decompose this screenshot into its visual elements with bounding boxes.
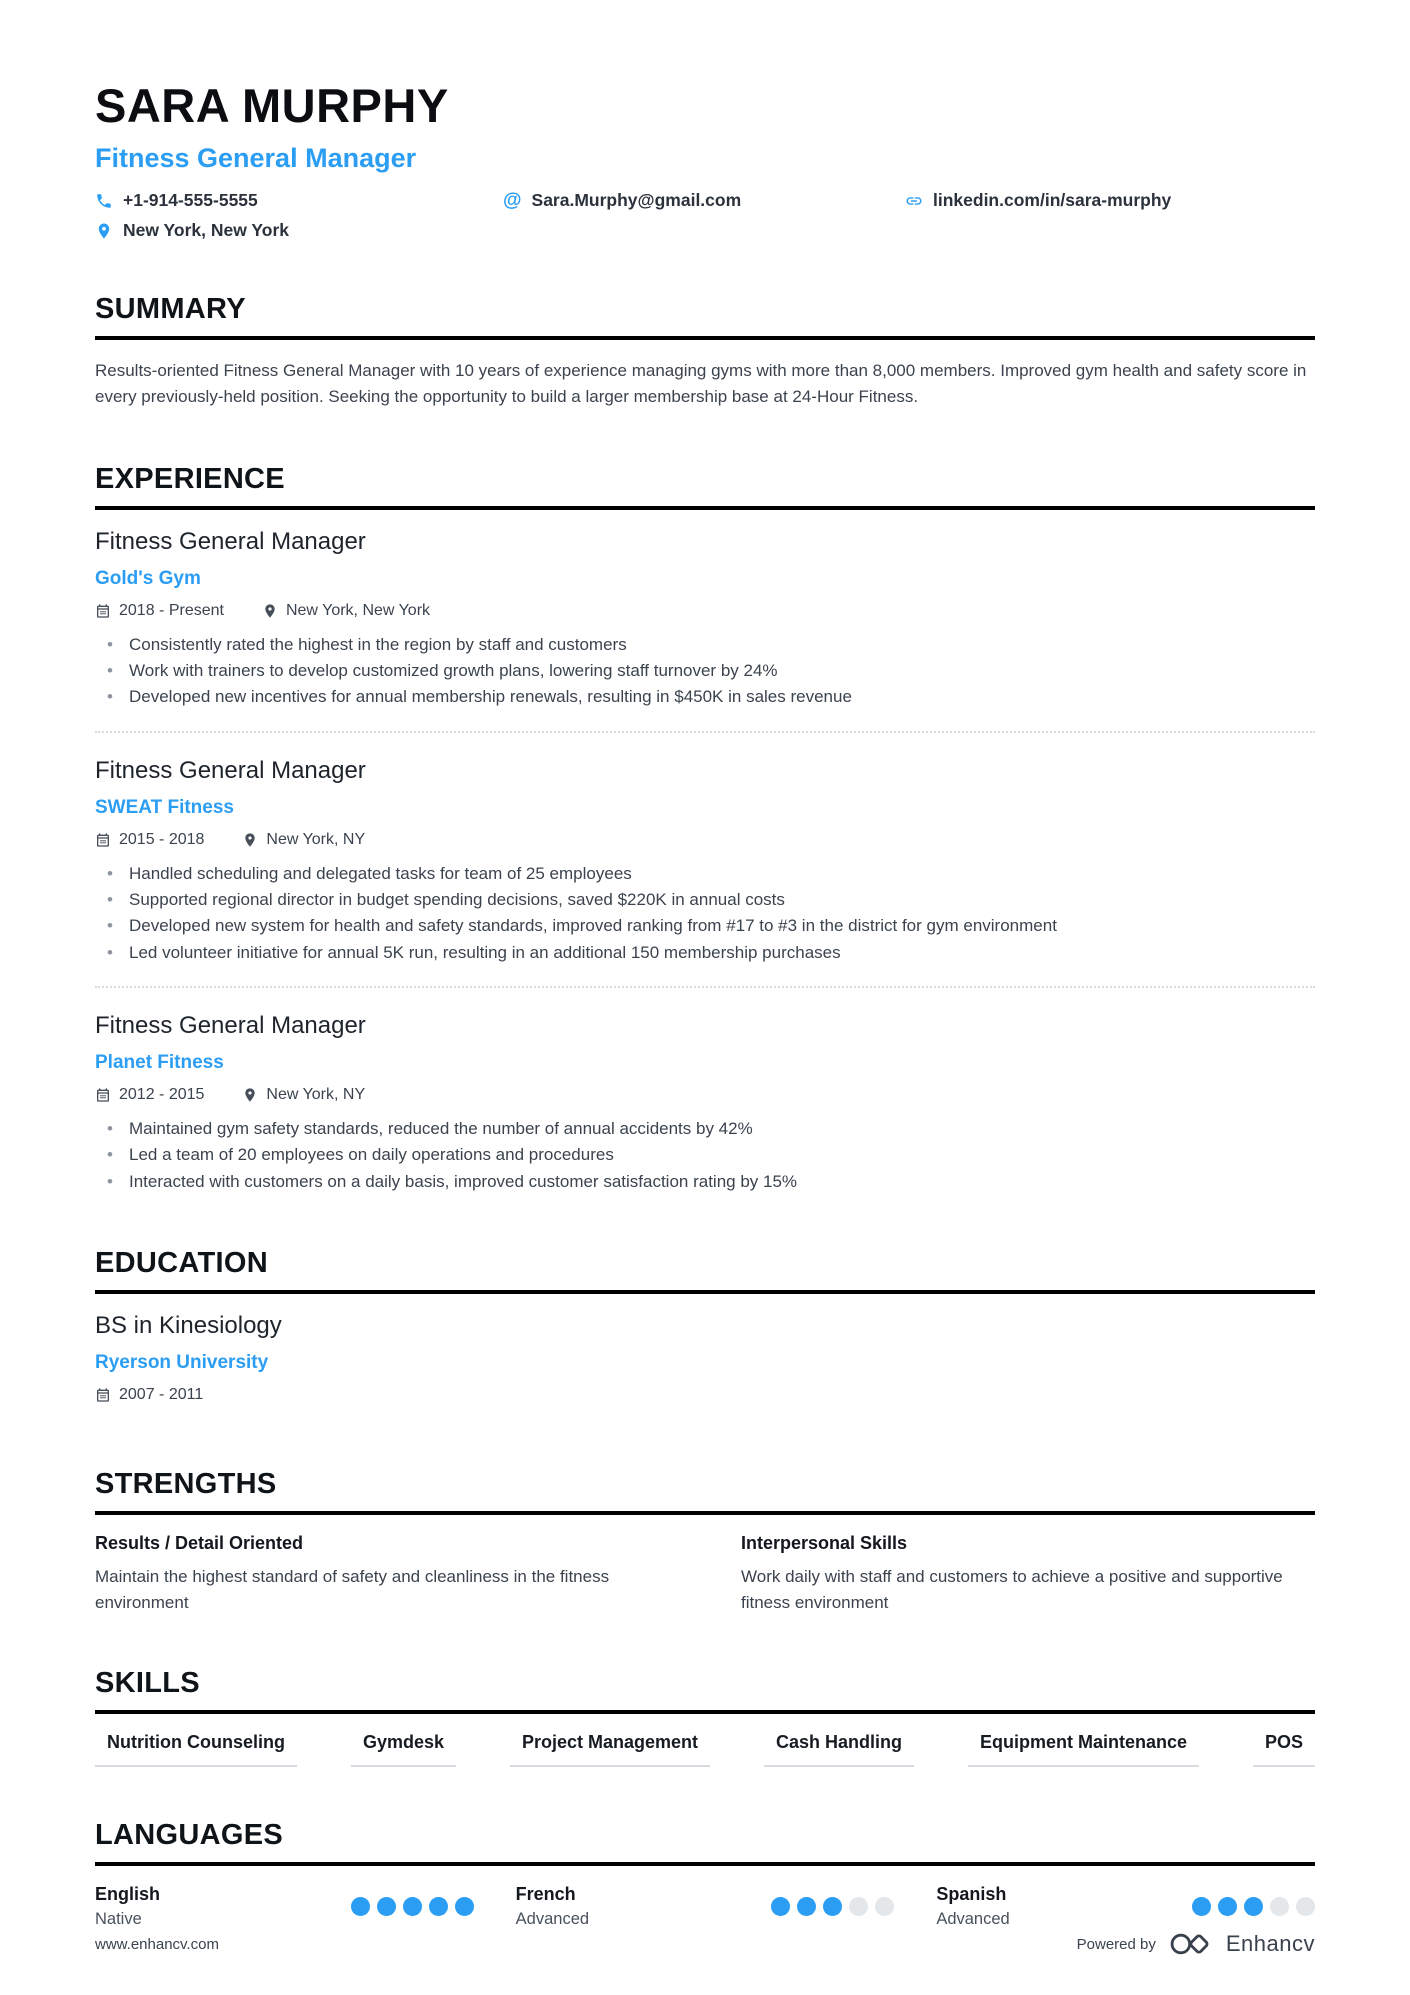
strength-item xyxy=(741,1533,1315,1615)
powered-by xyxy=(1077,1929,1315,1959)
person-job-title: Fitness General Manager xyxy=(95,143,417,173)
calendar-icon xyxy=(95,603,111,619)
rating-dot xyxy=(455,1897,474,1916)
bullet-item: • Supported regional director in budget spending decisions, saved $220K in annual costs xyxy=(95,887,1315,913)
bullet-item: • Developed new system for health and safety standards, improved ranking from #17 to #3 in the district for gym environment xyxy=(95,913,1315,939)
job-meta xyxy=(95,1086,1315,1104)
education-heading: EDUCATION xyxy=(95,1247,1315,1294)
job-location: New York, New York xyxy=(285,601,431,619)
job-bullets xyxy=(95,1116,1315,1195)
skill-item: Gymdesk xyxy=(351,1732,456,1767)
experience-heading: EXPERIENCE xyxy=(95,463,1315,510)
page-footer xyxy=(95,1929,1315,1959)
rating-dot xyxy=(351,1897,370,1916)
education-dates-item xyxy=(95,1386,203,1404)
rating-dot xyxy=(849,1897,868,1916)
phone-icon xyxy=(95,192,113,210)
job-location-item xyxy=(242,831,365,849)
job-dates: 2015 - 2018 xyxy=(119,830,205,848)
section-languages xyxy=(95,1819,1315,1929)
summary-heading: SUMMARY xyxy=(95,293,1315,340)
language-info xyxy=(936,1884,1009,1929)
enhancv-logo-icon xyxy=(1169,1929,1213,1959)
rating-dot xyxy=(429,1897,448,1916)
skill-item: Project Management xyxy=(510,1732,710,1767)
degree-title: BS in Kinesiology xyxy=(95,1312,282,1340)
section-summary xyxy=(95,293,1315,411)
contact-location xyxy=(95,220,503,241)
bullet-item: • Handled scheduling and delegated tasks for team of 25 employees xyxy=(95,861,1315,887)
education-dates: 2007 - 2011 xyxy=(119,1386,204,1404)
skill-item: Nutrition Counseling xyxy=(95,1732,297,1767)
rating-dot xyxy=(823,1897,842,1916)
rating-dot xyxy=(1192,1897,1211,1916)
contact-linkedin[interactable] xyxy=(905,190,1315,211)
languages-heading: LANGUAGES xyxy=(95,1819,1315,1866)
calendar-icon xyxy=(95,1387,111,1403)
job-dates-item xyxy=(95,602,224,620)
pin-icon xyxy=(242,832,258,848)
contact-list xyxy=(95,190,1315,241)
summary-text: Results-oriented Fitness General Manager with 10 years of experience managing gyms with more than 8,000 members. Improved gym health and safety score in every previously-held position. Seeking the opportunity to build a larger membership base at 24-Hour Fitness. xyxy=(95,361,1307,407)
school-name: Ryerson University xyxy=(95,1352,269,1374)
bullet-item: • Led volunteer initiative for annual 5K run, resulting in an additional 150 membership purchases xyxy=(95,940,1315,966)
experience-entry xyxy=(95,757,1315,966)
rating-dot xyxy=(797,1897,816,1916)
bullet-item: • Work with trainers to develop customized growth plans, lowering staff turnover by 24% xyxy=(95,658,1315,684)
job-bullets xyxy=(95,861,1315,966)
rating-dot xyxy=(1218,1897,1237,1916)
job-location-item xyxy=(242,1086,365,1104)
powered-by-label: Powered by xyxy=(1076,1935,1156,1953)
job-dates: 2012 - 2015 xyxy=(119,1086,205,1104)
rating-dot xyxy=(1244,1897,1263,1916)
job-meta xyxy=(95,831,1315,849)
language-level: Advanced xyxy=(515,1910,590,1929)
language-info xyxy=(516,1884,589,1929)
language-level: Advanced xyxy=(936,1910,1010,1929)
skill-item: Cash Handling xyxy=(764,1732,914,1767)
job-title: Fitness General Manager xyxy=(95,527,366,555)
entry-divider xyxy=(95,731,1315,733)
contact-linkedin-text: linkedin.com/in/sara-murphy xyxy=(933,190,1172,210)
rating-dot xyxy=(403,1897,422,1916)
job-location: New York, NY xyxy=(266,830,366,848)
language-item xyxy=(95,1884,474,1929)
skill-item: POS xyxy=(1253,1732,1315,1767)
strengths-list xyxy=(95,1533,1315,1615)
language-rating xyxy=(1192,1897,1315,1916)
strength-item xyxy=(95,1533,669,1615)
job-title: Fitness General Manager xyxy=(95,756,366,784)
link-icon xyxy=(905,192,923,210)
pin-icon xyxy=(242,1087,258,1103)
bullet-item: • Maintained gym safety standards, reduced the number of annual accidents by 42% xyxy=(95,1116,1315,1142)
language-rating xyxy=(351,1897,474,1916)
strengths-heading: STRENGTHS xyxy=(95,1468,1315,1515)
skill-item: Equipment Maintenance xyxy=(968,1732,1199,1767)
rating-dot xyxy=(1270,1897,1289,1916)
calendar-icon xyxy=(95,832,111,848)
contact-phone-text: +1-914-555-5555 xyxy=(123,190,258,210)
skills-list xyxy=(95,1732,1315,1767)
job-dates: 2018 - Present xyxy=(119,601,224,619)
company-name[interactable]: SWEAT Fitness xyxy=(95,796,234,818)
job-location: New York, NY xyxy=(266,1086,366,1104)
company-name[interactable]: Gold's Gym xyxy=(95,567,201,589)
experience-list xyxy=(95,528,1315,1195)
section-experience xyxy=(95,463,1315,1195)
resume-header xyxy=(95,78,1315,241)
languages-list xyxy=(95,1884,1315,1929)
rating-dot xyxy=(771,1897,790,1916)
job-meta xyxy=(95,602,1315,620)
strength-title: Results / Detail Oriented xyxy=(95,1533,304,1554)
at-icon: @ xyxy=(503,190,522,211)
bullet-item: • Interacted with customers on a daily basis, improved customer satisfaction rating by 15% xyxy=(95,1169,1315,1195)
person-name: SARA MURPHY xyxy=(95,79,449,132)
brand-name: Enhancv xyxy=(1225,1931,1315,1957)
company-name[interactable]: Planet Fitness xyxy=(95,1052,224,1074)
skills-heading: SKILLS xyxy=(95,1667,1315,1714)
job-dates-item xyxy=(95,831,204,849)
contact-email[interactable] xyxy=(503,190,905,211)
calendar-icon xyxy=(95,1087,111,1103)
section-skills xyxy=(95,1667,1315,1767)
footer-site-link[interactable]: www.enhancv.com xyxy=(95,1935,219,1953)
section-strengths xyxy=(95,1468,1315,1615)
section-education xyxy=(95,1247,1315,1416)
job-bullets xyxy=(95,632,1315,711)
job-location-item xyxy=(262,602,430,620)
strength-text: Work daily with staff and customers to achieve a positive and supportive fitness environment xyxy=(741,1567,1283,1612)
pin-icon xyxy=(262,603,278,619)
rating-dot xyxy=(875,1897,894,1916)
job-dates-item xyxy=(95,1086,204,1104)
strength-text: Maintain the highest standard of safety and cleanliness in the fitness environment xyxy=(95,1567,610,1612)
contact-location-text: New York, New York xyxy=(123,220,289,240)
bullet-item: • Consistently rated the highest in the region by staff and customers xyxy=(95,632,1315,658)
contact-phone[interactable] xyxy=(95,190,503,211)
rating-dot xyxy=(1296,1897,1315,1916)
bullet-item: • Developed new incentives for annual membership renewals, resulting in $450K in sales revenue xyxy=(95,684,1315,710)
pin-icon xyxy=(95,222,113,240)
language-name: French xyxy=(515,1884,576,1905)
entry-divider xyxy=(95,986,1315,988)
language-name: Spanish xyxy=(936,1884,1007,1905)
education-meta xyxy=(95,1386,1315,1404)
rating-dot xyxy=(377,1897,396,1916)
bullet-item: • Led a team of 20 employees on daily operations and procedures xyxy=(95,1142,1315,1168)
language-level: Native xyxy=(95,1910,142,1929)
experience-entry xyxy=(95,1012,1315,1195)
language-item xyxy=(516,1884,895,1929)
contact-email-text: Sara.Murphy@gmail.com xyxy=(531,190,742,210)
job-title: Fitness General Manager xyxy=(95,1012,366,1040)
experience-entry xyxy=(95,528,1315,711)
language-name: English xyxy=(95,1884,161,1905)
language-info xyxy=(95,1884,160,1929)
language-item xyxy=(936,1884,1315,1929)
language-rating xyxy=(771,1897,894,1916)
strength-title: Interpersonal Skills xyxy=(741,1533,908,1554)
